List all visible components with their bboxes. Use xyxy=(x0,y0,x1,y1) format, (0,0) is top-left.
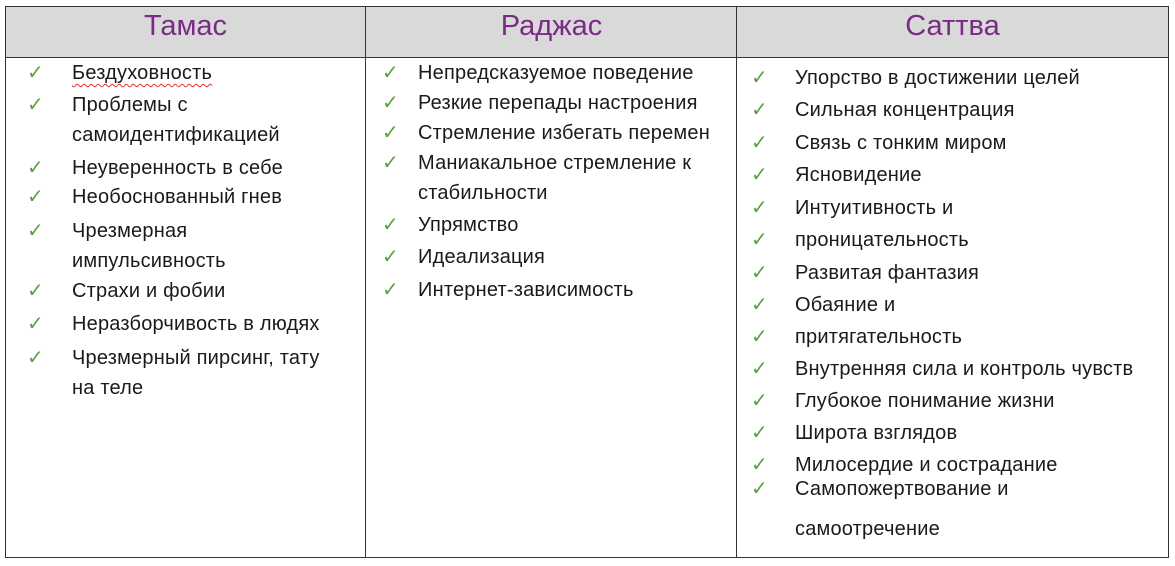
checkmark-icon: ✓ xyxy=(751,67,768,89)
item-text: Ясновидение xyxy=(795,164,922,186)
item-text: Самопожертвование и xyxy=(795,478,1009,500)
checkmark-icon: ✓ xyxy=(751,422,768,444)
checkmark-icon: ✓ xyxy=(751,358,768,380)
checkmark-icon: ✓ xyxy=(382,279,399,301)
item-text: самоидентификацией xyxy=(72,124,280,146)
checkmark-icon: ✓ xyxy=(27,157,44,179)
item-text: Внутренняя сила и контроль чувств xyxy=(795,358,1134,380)
checkmark-icon: ✓ xyxy=(751,164,768,186)
checkmark-icon: ✓ xyxy=(751,294,768,316)
table-bottom-border xyxy=(5,557,1169,558)
checkmark-icon: ✓ xyxy=(751,454,768,476)
column-tamas xyxy=(5,6,365,557)
item-text: Упорство в достижении целей xyxy=(795,67,1080,89)
item-text: проницательность xyxy=(795,229,969,251)
checkmark-icon: ✓ xyxy=(382,92,399,114)
item-text: импульсивность xyxy=(72,250,226,272)
checkmark-icon: ✓ xyxy=(382,246,399,268)
item-text: Непредсказуемое поведение xyxy=(418,62,694,84)
checkmark-icon: ✓ xyxy=(27,220,44,242)
item-text: Проблемы с xyxy=(72,94,188,116)
header-tamas: Тамас xyxy=(6,6,365,58)
item-text: Милосердие и сострадание xyxy=(795,454,1058,476)
item-text: Сильная концентрация xyxy=(795,99,1015,121)
checkmark-icon: ✓ xyxy=(382,152,399,174)
checkmark-icon: ✓ xyxy=(27,186,44,208)
item-text: Маниакальное стремление к xyxy=(418,152,692,174)
item-text: стабильности xyxy=(418,182,548,204)
checkmark-icon: ✓ xyxy=(751,326,768,348)
item-text: Широта взглядов xyxy=(795,422,958,444)
column-rajas xyxy=(365,6,737,557)
item-text: Стремление избегать перемен xyxy=(418,122,710,144)
item-text: Обаяние и xyxy=(795,294,896,316)
item-text: на теле xyxy=(72,377,144,399)
checkmark-icon: ✓ xyxy=(751,262,768,284)
item-text: Неуверенность в себе xyxy=(72,157,283,179)
header-sattva: Саттва xyxy=(737,6,1168,58)
item-text: Идеализация xyxy=(418,246,546,268)
item-text: Интернет-зависимость xyxy=(418,279,634,301)
checkmark-icon: ✓ xyxy=(382,214,399,236)
checkmark-icon: ✓ xyxy=(382,62,399,84)
item-text: Глубокое понимание жизни xyxy=(795,390,1055,412)
checkmark-icon: ✓ xyxy=(27,280,44,302)
item-text: самоотречение xyxy=(795,518,940,540)
gunas-table xyxy=(5,6,1169,557)
item-text: притягательность xyxy=(795,326,963,348)
column-sattva xyxy=(736,6,1169,557)
item-text: Неразборчивость в людях xyxy=(72,313,320,335)
checkmark-icon: ✓ xyxy=(751,132,768,154)
item-text: Чрезмерная xyxy=(72,220,188,242)
header-rajas: Раджас xyxy=(366,6,737,58)
checkmark-icon: ✓ xyxy=(751,197,768,219)
item-text: Резкие перепады настроения xyxy=(418,92,698,114)
checkmark-icon: ✓ xyxy=(27,94,44,116)
checkmark-icon: ✓ xyxy=(751,390,768,412)
item-text: Связь с тонким миром xyxy=(795,132,1007,154)
checkmark-icon: ✓ xyxy=(751,478,768,500)
item-text: Интуитивность и xyxy=(795,197,954,219)
checkmark-icon: ✓ xyxy=(27,313,44,335)
checkmark-icon: ✓ xyxy=(382,122,399,144)
item-text: Упрямство xyxy=(418,214,519,236)
item-text: Развитая фантазия xyxy=(795,262,980,284)
item-text: Бездуховность xyxy=(72,62,213,84)
item-text: Необоснованный гнев xyxy=(72,186,283,208)
checkmark-icon: ✓ xyxy=(27,62,44,84)
checkmark-icon: ✓ xyxy=(751,99,768,121)
item-text: Страхи и фобии xyxy=(72,280,226,302)
checkmark-icon: ✓ xyxy=(27,347,44,369)
checkmark-icon: ✓ xyxy=(751,229,768,251)
item-text: Чрезмерный пирсинг, тату xyxy=(72,347,320,369)
